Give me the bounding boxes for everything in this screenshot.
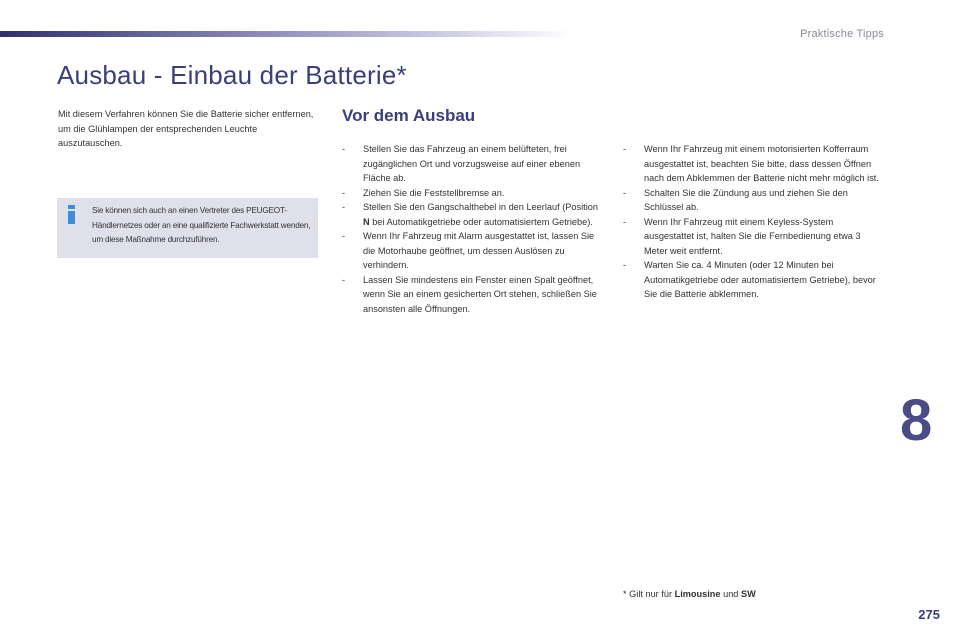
intro-paragraph: Mit diesem Verfahren können Sie die Batterie sicher entfernen, um die Glühlampen der entsprechenden Leuchte auszutauschen. bbox=[58, 109, 314, 148]
list-item: - Stellen Sie das Fahrzeug an einem belüfteten, frei zugänglichen Ort und vorzugsweise auf einer ebenen Fläche ab. bbox=[342, 144, 581, 183]
section-title: Vor dem Ausbau bbox=[342, 106, 476, 125]
info-box bbox=[57, 198, 318, 258]
section-header: Praktische Tipps bbox=[800, 28, 884, 40]
header-gradient-bar bbox=[0, 31, 575, 37]
list-item: - Wenn Ihr Fahrzeug mit einem motorisierten Kofferraum ausgestattet ist, beachten Sie bitte, dass dessen Öffnen nach dem Abklemmen der Batterie nicht mehr möglich ist. bbox=[623, 144, 879, 183]
info-icon bbox=[68, 205, 76, 223]
list-item: - Stellen Sie den Gangschalthebel in den Leerlauf (Position N bei Automatikgetriebe oder automatisiertem Getriebe). bbox=[342, 202, 598, 227]
info-box-text: Sie können sich auch an einen Vertreter des PEUGEOT-Händlernetzes oder an eine qualifizierte Fachwerkstatt wenden, um diese Maßnahme durchzuführen. bbox=[92, 206, 311, 244]
list-item: - Wenn Ihr Fahrzeug mit Alarm ausgestattet ist, lassen Sie die Motorhaube geöffnet, um dessen Auslösen zu verhindern. bbox=[342, 231, 595, 270]
list-item: - Schalten Sie die Zündung aus und ziehen Sie den Schlüssel ab. bbox=[623, 187, 848, 212]
footnote: * Gilt nur für Limousine und SW bbox=[623, 589, 756, 599]
chapter-number: 8 bbox=[900, 388, 933, 453]
page-number: 275 bbox=[918, 607, 940, 622]
steps-list-right bbox=[623, 142, 883, 302]
list-item: - Ziehen Sie die Feststellbremse an. bbox=[342, 187, 505, 198]
list-item: - Wenn Ihr Fahrzeug mit einem Keyless-System ausgestattet ist, halten Sie die Fernbedienung etwa 3 Meter weit entfernt. bbox=[623, 216, 861, 256]
steps-list-left bbox=[342, 142, 604, 316]
list-item: - Warten Sie ca. 4 Minuten (oder 12 Minuten bei Automatikgetriebe oder automatisiertem Getriebe), bevor Sie die Batterie abklemmen. bbox=[623, 260, 876, 299]
page-title: Ausbau - Einbau der Batterie* bbox=[57, 60, 407, 90]
list-item: - Lassen Sie mindestens ein Fenster einen Spalt geöffnet, wenn Sie an einem gesicherten Ort stehen, schließen Sie ansonsten alle Öffnungen. bbox=[342, 274, 597, 314]
